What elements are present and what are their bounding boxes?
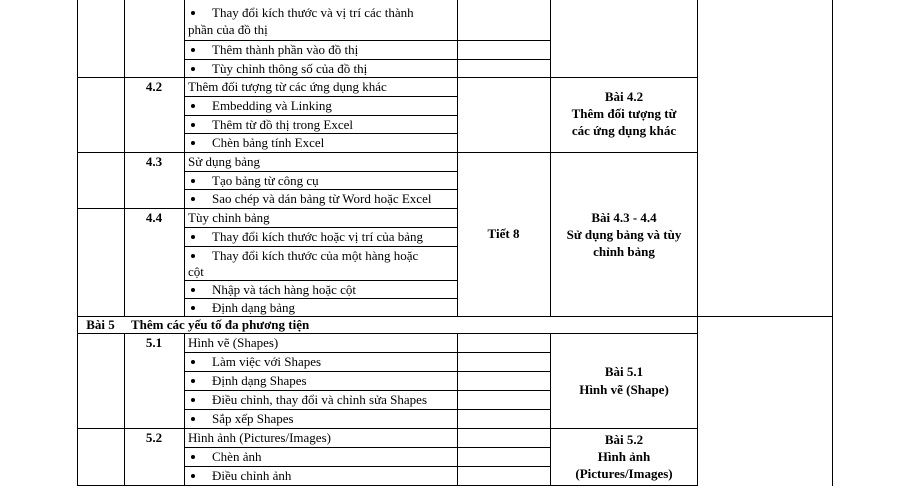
lesson-cell: các ứng dụng khác	[571, 123, 677, 138]
section-number: 4.2	[145, 79, 163, 94]
grid-line	[77, 428, 698, 429]
row-text: Nhập và tách hàng hoặc cột	[212, 282, 357, 297]
row-text: Điều chỉnh, thay đổi và chỉnh sửa Shapes	[212, 392, 428, 407]
grid-line	[77, 0, 78, 486]
row-text: Thay đổi kích thước và vị trí các thành	[212, 5, 414, 20]
grid-line	[184, 447, 551, 448]
lesson-title: Thêm các yếu tố đa phương tiện	[131, 317, 310, 332]
row-text: Chèn ảnh	[212, 449, 262, 464]
row-text: Embedding và Linking	[212, 98, 332, 113]
lesson-cell: Bài 5.2	[604, 432, 644, 447]
section-title: Thêm đối tượng từ các ứng dụng khác	[188, 79, 387, 94]
section-number: 5.1	[145, 335, 163, 350]
grid-line	[184, 371, 551, 372]
grid-line	[184, 280, 458, 281]
grid-line	[184, 96, 458, 97]
section-number: 5.2	[145, 430, 163, 445]
grid-line	[184, 466, 551, 467]
grid-line	[184, 227, 458, 228]
lesson-cell: Bài 4.2	[604, 89, 644, 104]
row-text: Sắp xếp Shapes	[212, 411, 294, 426]
grid-line	[184, 246, 458, 247]
row-text: Sao chép và dán bảng từ Word hoặc Excel	[212, 191, 432, 206]
grid-line	[184, 189, 458, 190]
lesson-label: Bài 5	[86, 317, 115, 332]
grid-line	[184, 409, 551, 410]
bullet-icon	[191, 197, 195, 201]
row-text: Chèn bảng tính Excel	[212, 135, 325, 150]
row-text: Làm việc với Shapes	[212, 354, 322, 369]
bullet-icon	[191, 288, 195, 292]
bullet-icon	[191, 141, 195, 145]
lesson-cell: (Pictures/Images)	[575, 466, 673, 481]
lesson-cell: Sử dụng bảng và tùy	[566, 227, 682, 242]
row-text: Thay đổi kích thước hoặc vị trí của bảng	[212, 229, 424, 244]
bullet-icon	[191, 104, 195, 108]
bullet-icon	[191, 474, 195, 478]
bullet-icon	[191, 123, 195, 127]
section-title: Hình vẽ (Shapes)	[188, 335, 279, 350]
period-cell: Tiết 8	[487, 226, 520, 241]
bullet-icon	[191, 254, 195, 258]
bullet-icon	[191, 379, 195, 383]
lesson-cell: Bài 4.3 - 4.4	[591, 210, 657, 225]
grid-line	[184, 390, 551, 391]
lesson-cell: Bài 5.1	[604, 364, 644, 379]
lesson-cell: Thêm đối tượng từ	[571, 106, 677, 121]
section-title: Hình ảnh (Pictures/Images)	[188, 430, 331, 445]
grid-line	[77, 485, 698, 486]
grid-line	[457, 0, 458, 316]
section-number: 4.4	[145, 210, 163, 225]
grid-line	[184, 352, 551, 353]
bullet-icon	[191, 306, 195, 310]
row-text: Tạo bảng từ công cụ	[212, 173, 319, 188]
grid-line	[184, 298, 458, 299]
row-text: Định dạng Shapes	[212, 373, 307, 388]
grid-line	[77, 208, 458, 209]
grid-line	[77, 152, 698, 153]
row-text: cột	[188, 264, 204, 279]
grid-line	[184, 171, 458, 172]
grid-line	[77, 77, 698, 78]
grid-line	[124, 333, 125, 486]
bullet-icon	[191, 398, 195, 402]
row-text: Điều chỉnh ảnh	[212, 468, 292, 483]
row-text: Thay đổi kích thước của một hàng hoặc	[212, 248, 419, 263]
bullet-icon	[191, 11, 195, 15]
bullet-icon	[191, 455, 195, 459]
bullet-icon	[191, 235, 195, 239]
row-text: Định dạng bảng	[212, 300, 296, 315]
row-text: Thêm từ đồ thị trong Excel	[212, 117, 353, 132]
grid-line	[550, 0, 551, 316]
lesson-cell: Hình vẽ (Shape)	[579, 382, 669, 397]
grid-line	[184, 40, 551, 41]
section-title: Sử dụng bảng	[188, 154, 261, 169]
lesson-cell: Hình ảnh	[597, 449, 651, 464]
grid-line	[697, 0, 698, 486]
bullet-icon	[191, 179, 195, 183]
section-title: Tùy chỉnh bảng	[188, 210, 270, 225]
grid-line	[184, 59, 551, 60]
row-text: phần của đồ thị	[188, 22, 268, 37]
bullet-icon	[191, 417, 195, 421]
bullet-icon	[191, 360, 195, 364]
bullet-icon	[191, 67, 195, 71]
row-text: Tùy chỉnh thông số của đồ thị	[212, 61, 368, 76]
grid-line	[77, 333, 698, 334]
section-number: 4.3	[145, 154, 163, 169]
grid-line	[184, 133, 458, 134]
grid-line	[832, 0, 833, 486]
grid-line	[184, 115, 458, 116]
lesson-cell: chỉnh bảng	[593, 244, 655, 259]
row-text: Thêm thành phần vào đồ thị	[212, 42, 359, 57]
grid-line	[184, 0, 185, 316]
bullet-icon	[191, 48, 195, 52]
